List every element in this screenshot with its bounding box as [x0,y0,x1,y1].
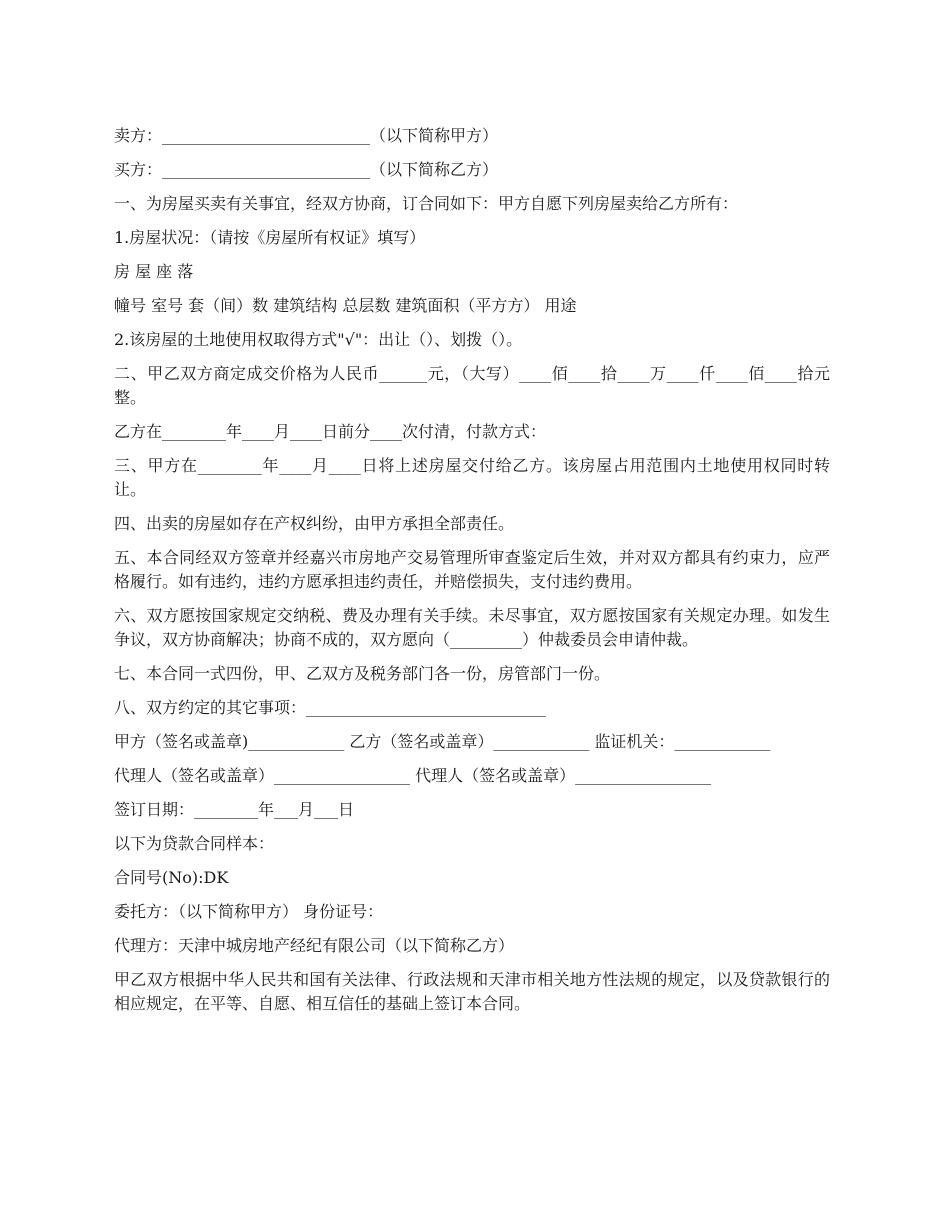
agents-line: 代理人（签名或盖章）_________________ 代理人（签名或盖章）_________________ [114,766,712,785]
buyer-line: 买方：__________________________（以下简称乙方） [114,160,499,179]
house-status: 1.房屋状况：（请按《房屋所有权证》填写） [114,228,426,247]
house-location: 房 屋 座 落 [114,262,194,281]
clause-6-taxes: 六、双方愿按国家规定交纳税、费及办理有关手续。未尽事宜，双方愿按国家有关规定办理。如发生争议，双方协商解决；协商不成的，双方愿向（_________）仲裁委员会申请仲裁。 [114,606,830,649]
clause-4-disputes: 四、出卖的房屋如存在产权纠纷，由甲方承担全部责任。 [114,514,515,533]
document-body [114,124,830,1026]
signatures-line: 甲方（签名或盖章)____________ 乙方（签名或盖章）____________ 监证机关：____________ [114,732,771,751]
clause-8-other: 八、双方约定的其它事项：______________________________ [114,698,547,717]
clause-7-copies: 七、本合同一式四份，甲、乙双方及税务部门各一份，房管部门一份。 [114,664,611,683]
clause-5-effect: 五、本合同经双方签章并经嘉兴市房地产交易管理所审查鉴定后生效，并对双方都具有约束力，应严格履行。如有违约，违约方愿承担违约责任，并赔偿损失，支付违约费用。 [114,548,830,591]
seller-line: 卖方：__________________________（以下简称甲方） [114,126,499,145]
signing-date: 签订日期：________年___月___日 [114,800,355,819]
contract-number: 合同号(No):DK [114,868,229,887]
house-fields: 幢号 室号 套（间）数 建筑结构 总层数 建筑面积（平方方） 用途 [114,296,577,315]
principal-line: 委托方：（以下简称甲方） 身份证号： [114,902,384,921]
land-use-right: 2.该房屋的土地使用权取得方式"√"：出让（）、划拨（）。 [114,330,523,349]
clause-2-price: 二、甲乙双方商定成交价格为人民币______元，（大写）____佰____拾____万____仟____佰____拾元整。 [114,364,830,407]
agent-company-line: 代理方：天津中城房地产经纪有限公司（以下简称乙方） [114,936,515,955]
clause-1: 一、为房屋买卖有关事宜，经双方协商，订合同如下：甲方自愿下列房屋卖给乙方所有： [114,194,739,213]
payment-terms: 乙方在________年____月____日前分____次付清，付款方式： [114,422,547,441]
clause-3-delivery: 三、甲方在________年____月____日将上述房屋交付给乙方。该房屋占用范围内土地使用权同时转让。 [114,456,830,499]
loan-sample-heading: 以下为贷款合同样本： [114,834,275,853]
preamble: 甲乙双方根据中华人民共和国有关法律、行政法规和天津市相关地方性法规的规定，以及贷款银行的相应规定，在平等、自愿、相互信任的基础上签订本合同。 [114,970,830,1013]
